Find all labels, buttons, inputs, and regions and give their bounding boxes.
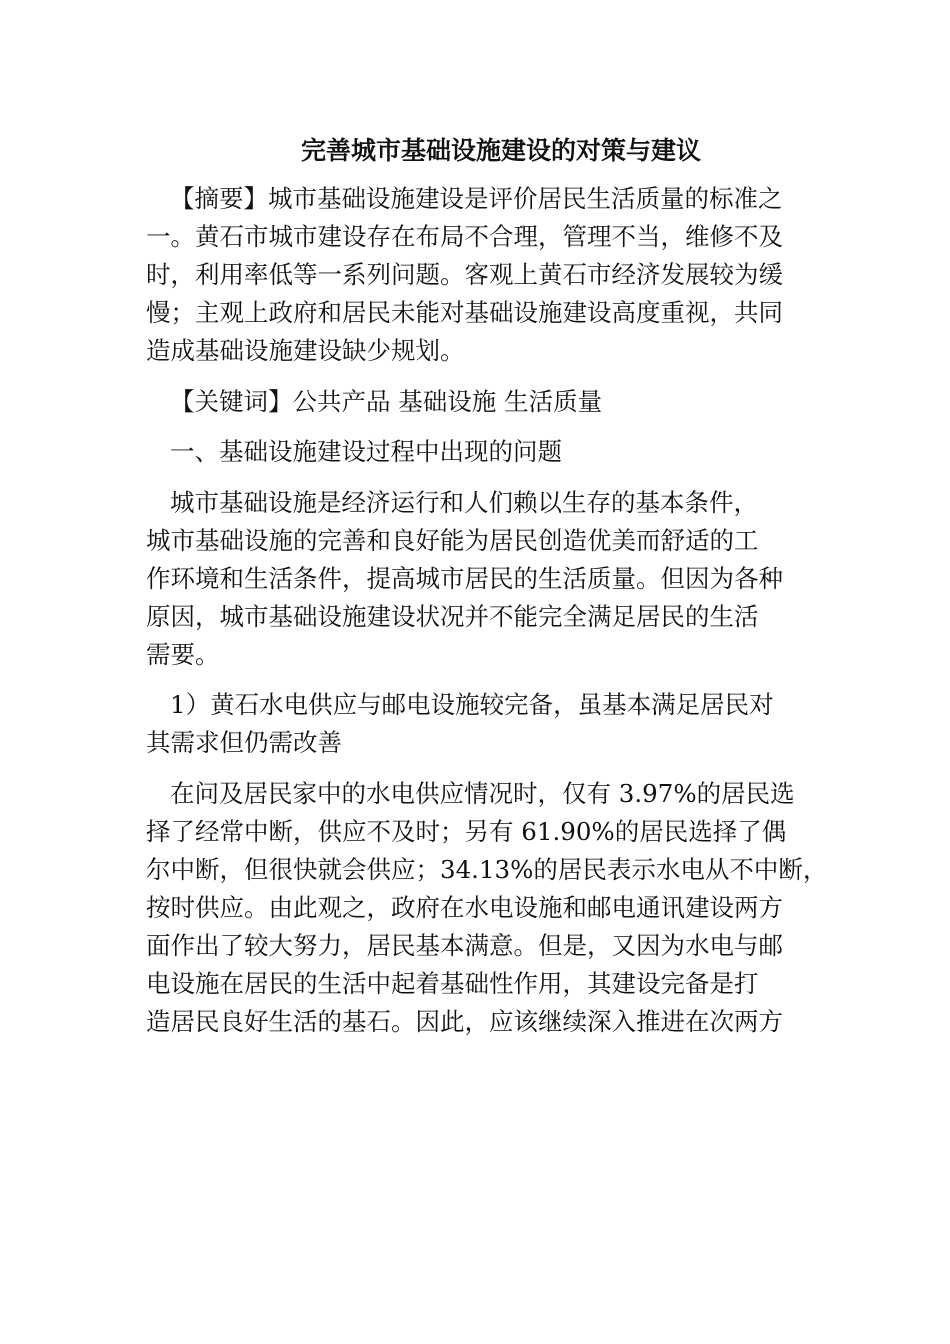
text-line: 面作出了较大努力，居民基本满意。但是，又因为水电与邮 — [146, 930, 783, 960]
abstract-paragraph — [146, 180, 806, 370]
body-paragraph — [146, 775, 828, 1041]
text-line: 一。黄石市城市建设存在布局不合理，管理不当，维修不及 — [146, 222, 783, 251]
text-line: 造居民良好生活的基石。因此，应该继续深入推进在次两方 — [146, 1006, 783, 1036]
text-line: 1）黄石水电供应与邮电设施较完备，虽基本满足居民对 — [170, 690, 774, 719]
document-body — [146, 180, 828, 1053]
text-line: 尔中断，但很快就会供应；34.13%的居民表示水电从不中断， — [146, 854, 828, 884]
text-line: 原因，城市基础设施建设状况并不能完全满足居民的生活 — [146, 601, 759, 631]
text-line: 其需求但仍需改善 — [146, 728, 342, 757]
text-line: 城市基础设施是经济运行和人们赖以生存的基本条件， — [170, 487, 758, 517]
text-line: 城市基础设施的完善和良好能为居民创造优美而舒适的工 — [146, 525, 759, 555]
text-line: 造成基础设施建设缺少规划。 — [146, 336, 465, 365]
section-heading — [146, 433, 806, 471]
text-line: 一、基础设施建设过程中出现的问题 — [170, 437, 562, 466]
text-line: 需要。 — [146, 639, 220, 669]
text-line: 电设施在居民的生活中起着基础性作用，其建设完备是打 — [146, 968, 759, 998]
text-line: 【关键词】公共产品 基础设施 生活质量 — [170, 386, 603, 416]
text-line: 【摘要】城市基础设施建设是评价居民生活质量的标准之 — [170, 184, 783, 213]
text-line: 时，利用率低等一系列问题。客观上黄石市经济发展较为缓 — [146, 260, 783, 289]
document-title: 完善城市基础设施建设的对策与建议 — [300, 136, 701, 165]
body-paragraph — [146, 484, 806, 674]
subsection-heading — [146, 686, 806, 762]
keywords-paragraph — [146, 383, 806, 421]
text-line: 慢；主观上政府和居民未能对基础设施建设高度重视，共同 — [146, 298, 783, 327]
text-line: 按时供应。由此观之，政府在水电设施和邮电通讯建设两方 — [146, 892, 783, 922]
text-line: 作环境和生活条件，提高城市居民的生活质量。但因为各种 — [146, 563, 783, 593]
text-line: 择了经常中断，供应不及时；另有 61.90%的居民选择了偶 — [146, 816, 787, 846]
text-line: 在问及居民家中的水电供应情况时，仅有 3.97%的居民选 — [170, 778, 795, 808]
